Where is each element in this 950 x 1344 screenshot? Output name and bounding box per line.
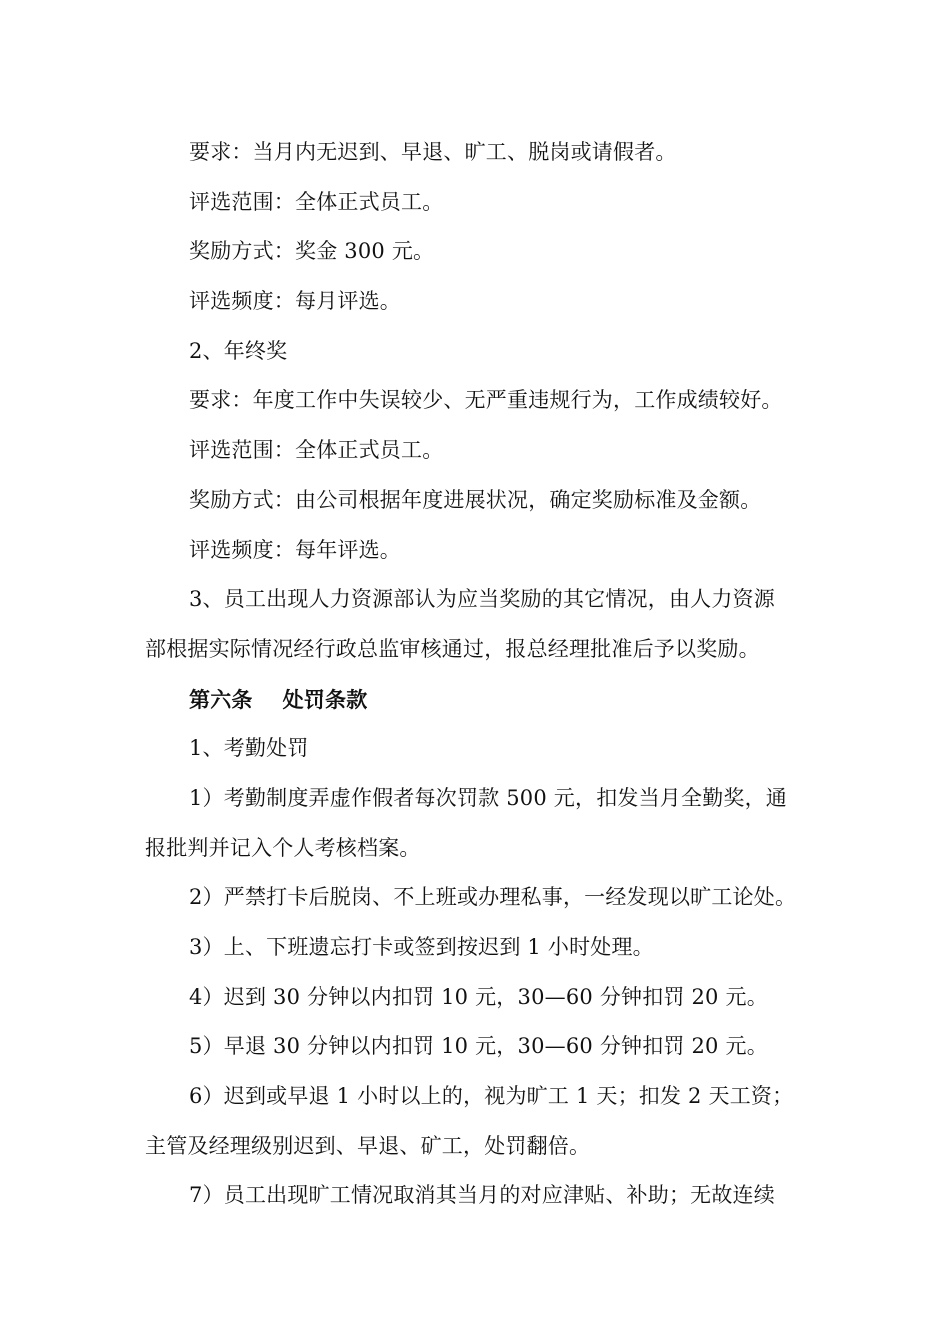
text-line: 评选频度：每年评选。 [189, 537, 401, 562]
text-line: 7）员工出现旷工情况取消其当月的对应津贴、补助；无故连续 [189, 1183, 775, 1208]
text-line: 2、年终奖 [189, 338, 288, 363]
section-title: 处罚条款 [282, 686, 368, 712]
text-line: 4）迟到 30 分钟以内扣罚 10 元，30—60 分钟扣罚 20 元。 [189, 984, 768, 1009]
text-line: 奖励方式：由公司根据年度进展状况，确定奖励标准及金额。 [189, 487, 762, 512]
text-line: 5）早退 30 分钟以内扣罚 10 元，30—60 分钟扣罚 20 元。 [189, 1034, 768, 1059]
text-line: 主管及经理级别迟到、早退、矿工，处罚翻倍。 [145, 1133, 591, 1158]
text-line: 报批判并记入个人考核档案。 [145, 835, 421, 860]
text-line: 1）考勤制度弄虚作假者每次罚款 500 元，扣发当月全勤奖，通 [189, 785, 787, 810]
text-line: 2）严禁打卡后脱岗、不上班或办理私事，一经发现以旷工论处。 [189, 885, 797, 910]
text-line: 要求：年度工作中失误较少、无严重违规行为，工作成绩较好。 [189, 388, 783, 413]
section-number: 第六条 [189, 686, 253, 712]
text-line: 6）迟到或早退 1 小时以上的，视为旷工 1 天；扣发 2 天工资； [189, 1084, 794, 1109]
text-line: 评选频度：每月评选。 [189, 289, 401, 314]
text-line: 3）上、下班遗忘打卡或签到按迟到 1 小时处理。 [189, 935, 654, 959]
text-line: 评选范围：全体正式员工。 [189, 438, 444, 463]
section-heading [145, 675, 825, 725]
text-line: 部根据实际情况经行政总监审核通过，报总经理批准后予以奖励。 [145, 636, 760, 661]
text-line: 评选范围：全体正式员工。 [189, 189, 444, 214]
text-line: 要求：当月内无迟到、早退、旷工、脱岗或请假者。 [189, 140, 677, 164]
text-line: 奖励方式：奖金 300 元。 [189, 239, 435, 264]
document-body [145, 128, 825, 1221]
text-line: 1、考勤处罚 [189, 736, 309, 761]
text-line: 3、员工出现人力资源部认为应当奖励的其它情况，由人力资源 [189, 587, 775, 612]
